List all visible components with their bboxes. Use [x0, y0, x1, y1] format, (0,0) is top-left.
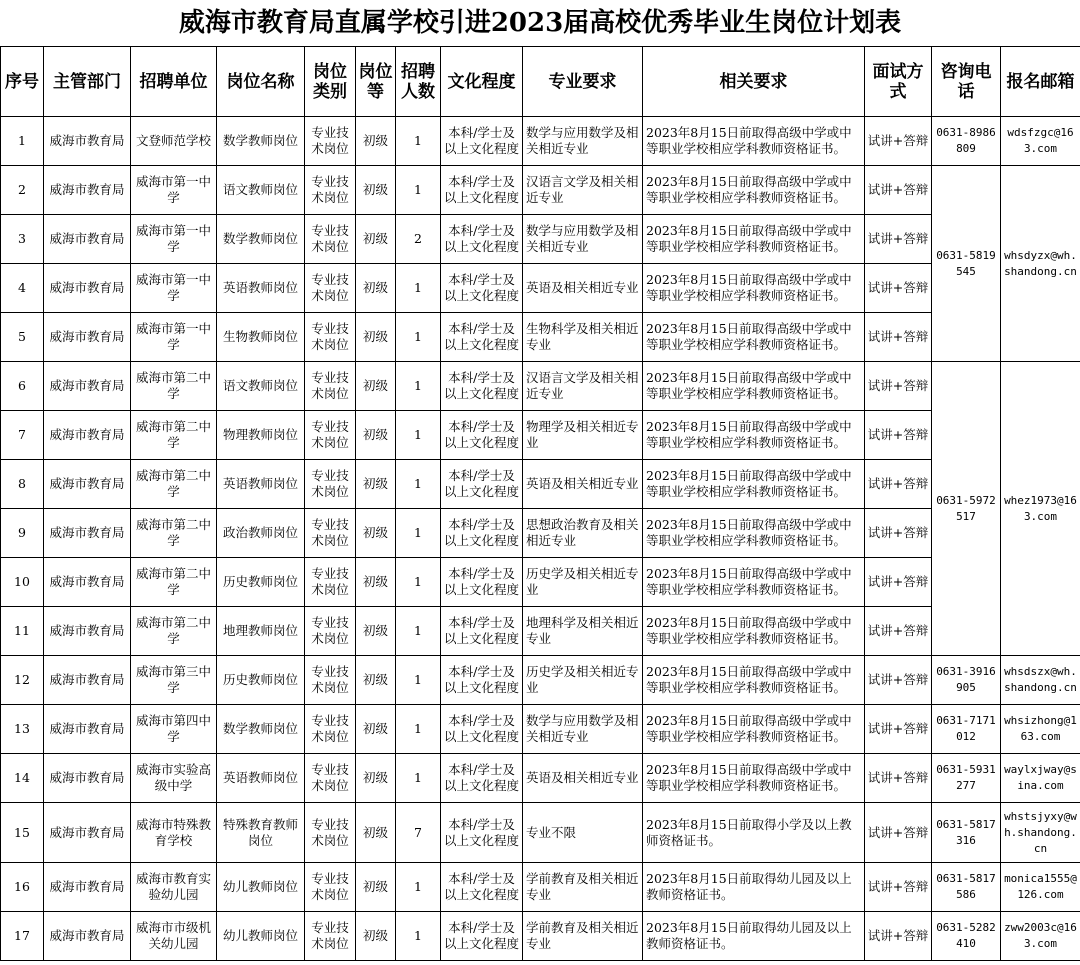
major-cell: 英语及相关相近专业 [523, 264, 643, 313]
row-number: 11 [1, 607, 44, 656]
unit-cell: 威海市第四中学 [131, 705, 217, 754]
interview-cell: 试讲+答辩 [865, 509, 932, 558]
table-row [1, 803, 1080, 863]
phone-cell: 0631-7171012 [932, 705, 1001, 754]
post-cell: 数学教师岗位 [217, 705, 305, 754]
email-cell: zww2003c@163.com [1001, 912, 1080, 961]
category-cell: 专业技术岗位 [305, 863, 356, 912]
requirements-cell: 2023年8月15日前取得高级中学或中等职业学校相应学科教师资格证书。 [643, 656, 865, 705]
count-cell: 1 [396, 117, 441, 166]
category-cell: 专业技术岗位 [305, 411, 356, 460]
department-cell: 威海市教育局 [44, 215, 131, 264]
requirements-cell: 2023年8月15日前取得幼儿园及以上教师资格证书。 [643, 912, 865, 961]
major-cell: 数学与应用数学及相关相近专业 [523, 117, 643, 166]
unit-cell: 威海市第三中学 [131, 656, 217, 705]
major-cell: 数学与应用数学及相关相近专业 [523, 215, 643, 264]
table-row [1, 166, 1080, 215]
major-cell: 学前教育及相关相近专业 [523, 863, 643, 912]
interview-cell: 试讲+答辩 [865, 215, 932, 264]
post-cell: 数学教师岗位 [217, 117, 305, 166]
table-row [1, 509, 1080, 558]
interview-cell: 试讲+答辩 [865, 362, 932, 411]
requirements-cell: 2023年8月15日前取得高级中学或中等职业学校相应学科教师资格证书。 [643, 754, 865, 803]
level-cell: 初级 [356, 264, 396, 313]
education-cell: 本科/学士及以上文化程度 [441, 607, 523, 656]
major-cell: 专业不限 [523, 803, 643, 863]
row-number: 13 [1, 705, 44, 754]
level-cell: 初级 [356, 411, 396, 460]
category-cell: 专业技术岗位 [305, 705, 356, 754]
level-cell: 初级 [356, 656, 396, 705]
row-number: 2 [1, 166, 44, 215]
header-cell-post: 岗位名称 [217, 47, 305, 117]
category-cell: 专业技术岗位 [305, 656, 356, 705]
category-cell: 专业技术岗位 [305, 558, 356, 607]
row-number: 15 [1, 803, 44, 863]
unit-cell: 威海市第一中学 [131, 264, 217, 313]
email-cell: whstsjyxy@wh.shandong.cn [1001, 803, 1080, 863]
row-number: 4 [1, 264, 44, 313]
phone-cell: 0631-5931277 [932, 754, 1001, 803]
education-cell: 本科/学士及以上文化程度 [441, 215, 523, 264]
row-number: 14 [1, 754, 44, 803]
department-cell: 威海市教育局 [44, 705, 131, 754]
email-cell: monica1555@126.com [1001, 863, 1080, 912]
interview-cell: 试讲+答辩 [865, 117, 932, 166]
requirements-cell: 2023年8月15日前取得高级中学或中等职业学校相应学科教师资格证书。 [643, 607, 865, 656]
requirements-cell: 2023年8月15日前取得高级中学或中等职业学校相应学科教师资格证书。 [643, 460, 865, 509]
table-row [1, 912, 1080, 961]
count-cell: 2 [396, 215, 441, 264]
header-cell-phone: 咨询电话 [932, 47, 1001, 117]
count-cell: 1 [396, 656, 441, 705]
count-cell: 1 [396, 863, 441, 912]
requirements-cell: 2023年8月15日前取得小学及以上教师资格证书。 [643, 803, 865, 863]
level-cell: 初级 [356, 863, 396, 912]
interview-cell: 试讲+答辩 [865, 656, 932, 705]
requirements-cell: 2023年8月15日前取得高级中学或中等职业学校相应学科教师资格证书。 [643, 411, 865, 460]
row-number: 1 [1, 117, 44, 166]
count-cell: 7 [396, 803, 441, 863]
row-number: 12 [1, 656, 44, 705]
unit-cell: 威海市第二中学 [131, 607, 217, 656]
table-row [1, 313, 1080, 362]
email-cell: whsizhong@163.com [1001, 705, 1080, 754]
education-cell: 本科/学士及以上文化程度 [441, 362, 523, 411]
table-row [1, 362, 1080, 411]
requirements-cell: 2023年8月15日前取得高级中学或中等职业学校相应学科教师资格证书。 [643, 264, 865, 313]
level-cell: 初级 [356, 558, 396, 607]
count-cell: 1 [396, 912, 441, 961]
unit-cell: 威海市第二中学 [131, 558, 217, 607]
major-cell: 生物科学及相关相近专业 [523, 313, 643, 362]
interview-cell: 试讲+答辩 [865, 863, 932, 912]
major-cell: 历史学及相关相近专业 [523, 656, 643, 705]
level-cell: 初级 [356, 215, 396, 264]
unit-cell: 威海市实验高级中学 [131, 754, 217, 803]
interview-cell: 试讲+答辩 [865, 803, 932, 863]
department-cell: 威海市教育局 [44, 166, 131, 215]
table-row [1, 264, 1080, 313]
major-cell: 数学与应用数学及相关相近专业 [523, 705, 643, 754]
major-cell: 历史学及相关相近专业 [523, 558, 643, 607]
unit-cell: 威海市第二中学 [131, 509, 217, 558]
level-cell: 初级 [356, 754, 396, 803]
requirements-cell: 2023年8月15日前取得高级中学或中等职业学校相应学科教师资格证书。 [643, 313, 865, 362]
email-cell: whsdyzx@wh.shandong.cn [1001, 166, 1080, 362]
category-cell: 专业技术岗位 [305, 607, 356, 656]
post-cell: 特殊教育教师岗位 [217, 803, 305, 863]
header-cell-category: 岗位类别 [305, 47, 356, 117]
major-cell: 汉语言文学及相关相近专业 [523, 362, 643, 411]
requirements-cell: 2023年8月15日前取得幼儿园及以上教师资格证书。 [643, 863, 865, 912]
education-cell: 本科/学士及以上文化程度 [441, 509, 523, 558]
interview-cell: 试讲+答辩 [865, 754, 932, 803]
row-number: 6 [1, 362, 44, 411]
department-cell: 威海市教育局 [44, 912, 131, 961]
count-cell: 1 [396, 264, 441, 313]
email-cell: waylxjway@sina.com [1001, 754, 1080, 803]
phone-cell: 0631-5817316 [932, 803, 1001, 863]
row-number: 7 [1, 411, 44, 460]
unit-cell: 威海市第二中学 [131, 411, 217, 460]
education-cell: 本科/学士及以上文化程度 [441, 166, 523, 215]
page-title: 威海市教育局直属学校引进2023届高校优秀毕业生岗位计划表 [178, 8, 902, 38]
unit-cell: 威海市教育实验幼儿园 [131, 863, 217, 912]
phone-cell: 0631-5972517 [932, 362, 1001, 656]
level-cell: 初级 [356, 460, 396, 509]
requirements-cell: 2023年8月15日前取得高级中学或中等职业学校相应学科教师资格证书。 [643, 215, 865, 264]
level-cell: 初级 [356, 313, 396, 362]
education-cell: 本科/学士及以上文化程度 [441, 460, 523, 509]
header-cell-email: 报名邮箱 [1001, 47, 1080, 117]
unit-cell: 威海市第二中学 [131, 460, 217, 509]
education-cell: 本科/学士及以上文化程度 [441, 754, 523, 803]
email-cell: whez1973@163.com [1001, 362, 1080, 656]
unit-cell: 威海市第一中学 [131, 215, 217, 264]
post-cell: 地理教师岗位 [217, 607, 305, 656]
education-cell: 本科/学士及以上文化程度 [441, 803, 523, 863]
post-cell: 政治教师岗位 [217, 509, 305, 558]
category-cell: 专业技术岗位 [305, 460, 356, 509]
department-cell: 威海市教育局 [44, 264, 131, 313]
unit-cell: 威海市第二中学 [131, 362, 217, 411]
education-cell: 本科/学士及以上文化程度 [441, 863, 523, 912]
category-cell: 专业技术岗位 [305, 215, 356, 264]
table-row [1, 460, 1080, 509]
education-cell: 本科/学士及以上文化程度 [441, 264, 523, 313]
level-cell: 初级 [356, 362, 396, 411]
header-cell-interview: 面试方式 [865, 47, 932, 117]
department-cell: 威海市教育局 [44, 313, 131, 362]
row-number: 5 [1, 313, 44, 362]
header-cell-unit: 招聘单位 [131, 47, 217, 117]
category-cell: 专业技术岗位 [305, 754, 356, 803]
table-row [1, 754, 1080, 803]
department-cell: 威海市教育局 [44, 558, 131, 607]
department-cell: 威海市教育局 [44, 607, 131, 656]
row-number: 10 [1, 558, 44, 607]
job-plan-table [0, 46, 1080, 961]
level-cell: 初级 [356, 509, 396, 558]
table-row [1, 656, 1080, 705]
post-cell: 语文教师岗位 [217, 166, 305, 215]
count-cell: 1 [396, 509, 441, 558]
department-cell: 威海市教育局 [44, 803, 131, 863]
post-cell: 生物教师岗位 [217, 313, 305, 362]
major-cell: 汉语言文学及相关相近专业 [523, 166, 643, 215]
education-cell: 本科/学士及以上文化程度 [441, 117, 523, 166]
count-cell: 1 [396, 558, 441, 607]
requirements-cell: 2023年8月15日前取得高级中学或中等职业学校相应学科教师资格证书。 [643, 558, 865, 607]
header-cell-education: 文化程度 [441, 47, 523, 117]
phone-cell: 0631-5282410 [932, 912, 1001, 961]
phone-cell: 0631-3916905 [932, 656, 1001, 705]
interview-cell: 试讲+答辩 [865, 264, 932, 313]
table-body [1, 117, 1080, 961]
level-cell: 初级 [356, 705, 396, 754]
major-cell: 思想政治教育及相关相近专业 [523, 509, 643, 558]
department-cell: 威海市教育局 [44, 509, 131, 558]
phone-cell: 0631-5819545 [932, 166, 1001, 362]
category-cell: 专业技术岗位 [305, 912, 356, 961]
requirements-cell: 2023年8月15日前取得高级中学或中等职业学校相应学科教师资格证书。 [643, 362, 865, 411]
row-number: 16 [1, 863, 44, 912]
table-row [1, 863, 1080, 912]
education-cell: 本科/学士及以上文化程度 [441, 656, 523, 705]
interview-cell: 试讲+答辩 [865, 411, 932, 460]
table-row [1, 607, 1080, 656]
row-number: 3 [1, 215, 44, 264]
requirements-cell: 2023年8月15日前取得高级中学或中等职业学校相应学科教师资格证书。 [643, 705, 865, 754]
department-cell: 威海市教育局 [44, 117, 131, 166]
category-cell: 专业技术岗位 [305, 509, 356, 558]
major-cell: 英语及相关相近专业 [523, 460, 643, 509]
level-cell: 初级 [356, 607, 396, 656]
category-cell: 专业技术岗位 [305, 362, 356, 411]
table-row [1, 215, 1080, 264]
post-cell: 幼儿教师岗位 [217, 863, 305, 912]
unit-cell: 威海市第一中学 [131, 166, 217, 215]
major-cell: 地理科学及相关相近专业 [523, 607, 643, 656]
header-cell-no: 序号 [1, 47, 44, 117]
requirements-cell: 2023年8月15日前取得高级中学或中等职业学校相应学科教师资格证书。 [643, 509, 865, 558]
count-cell: 1 [396, 460, 441, 509]
department-cell: 威海市教育局 [44, 863, 131, 912]
education-cell: 本科/学士及以上文化程度 [441, 705, 523, 754]
post-cell: 英语教师岗位 [217, 754, 305, 803]
row-number: 9 [1, 509, 44, 558]
education-cell: 本科/学士及以上文化程度 [441, 558, 523, 607]
interview-cell: 试讲+答辩 [865, 558, 932, 607]
email-cell: whsdszx@wh.shandong.cn [1001, 656, 1080, 705]
interview-cell: 试讲+答辩 [865, 607, 932, 656]
row-number: 8 [1, 460, 44, 509]
level-cell: 初级 [356, 912, 396, 961]
category-cell: 专业技术岗位 [305, 166, 356, 215]
table-row [1, 411, 1080, 460]
header-cell-count: 招聘人数 [396, 47, 441, 117]
post-cell: 物理教师岗位 [217, 411, 305, 460]
post-cell: 英语教师岗位 [217, 460, 305, 509]
post-cell: 幼儿教师岗位 [217, 912, 305, 961]
category-cell: 专业技术岗位 [305, 264, 356, 313]
header-cell-requirements: 相关要求 [643, 47, 865, 117]
phone-cell: 0631-5817586 [932, 863, 1001, 912]
table-row [1, 558, 1080, 607]
unit-cell: 威海市市级机关幼儿园 [131, 912, 217, 961]
count-cell: 1 [396, 166, 441, 215]
category-cell: 专业技术岗位 [305, 803, 356, 863]
count-cell: 1 [396, 754, 441, 803]
unit-cell: 文登师范学校 [131, 117, 217, 166]
header-cell-major: 专业要求 [523, 47, 643, 117]
post-cell: 英语教师岗位 [217, 264, 305, 313]
count-cell: 1 [396, 607, 441, 656]
table-row [1, 117, 1080, 166]
interview-cell: 试讲+答辩 [865, 313, 932, 362]
post-cell: 数学教师岗位 [217, 215, 305, 264]
unit-cell: 威海市特殊教育学校 [131, 803, 217, 863]
table-row [1, 705, 1080, 754]
major-cell: 学前教育及相关相近专业 [523, 912, 643, 961]
education-cell: 本科/学士及以上文化程度 [441, 411, 523, 460]
header-cell-level: 岗位等 [356, 47, 396, 117]
post-cell: 语文教师岗位 [217, 362, 305, 411]
level-cell: 初级 [356, 803, 396, 863]
post-cell: 历史教师岗位 [217, 558, 305, 607]
department-cell: 威海市教育局 [44, 411, 131, 460]
count-cell: 1 [396, 362, 441, 411]
phone-cell: 0631-8986809 [932, 117, 1001, 166]
email-cell: wdsfzgc@163.com [1001, 117, 1080, 166]
category-cell: 专业技术岗位 [305, 117, 356, 166]
count-cell: 1 [396, 705, 441, 754]
department-cell: 威海市教育局 [44, 754, 131, 803]
level-cell: 初级 [356, 166, 396, 215]
header-row [1, 47, 1080, 117]
interview-cell: 试讲+答辩 [865, 912, 932, 961]
requirements-cell: 2023年8月15日前取得高级中学或中等职业学校相应学科教师资格证书。 [643, 117, 865, 166]
row-number: 17 [1, 912, 44, 961]
major-cell: 物理学及相关相近专业 [523, 411, 643, 460]
interview-cell: 试讲+答辩 [865, 460, 932, 509]
post-cell: 历史教师岗位 [217, 656, 305, 705]
unit-cell: 威海市第一中学 [131, 313, 217, 362]
category-cell: 专业技术岗位 [305, 313, 356, 362]
interview-cell: 试讲+答辩 [865, 166, 932, 215]
interview-cell: 试讲+答辩 [865, 705, 932, 754]
department-cell: 威海市教育局 [44, 362, 131, 411]
education-cell: 本科/学士及以上文化程度 [441, 313, 523, 362]
count-cell: 1 [396, 411, 441, 460]
header-cell-dept: 主管部门 [44, 47, 131, 117]
education-cell: 本科/学士及以上文化程度 [441, 912, 523, 961]
department-cell: 威海市教育局 [44, 656, 131, 705]
requirements-cell: 2023年8月15日前取得高级中学或中等职业学校相应学科教师资格证书。 [643, 166, 865, 215]
department-cell: 威海市教育局 [44, 460, 131, 509]
count-cell: 1 [396, 313, 441, 362]
level-cell: 初级 [356, 117, 396, 166]
major-cell: 英语及相关相近专业 [523, 754, 643, 803]
